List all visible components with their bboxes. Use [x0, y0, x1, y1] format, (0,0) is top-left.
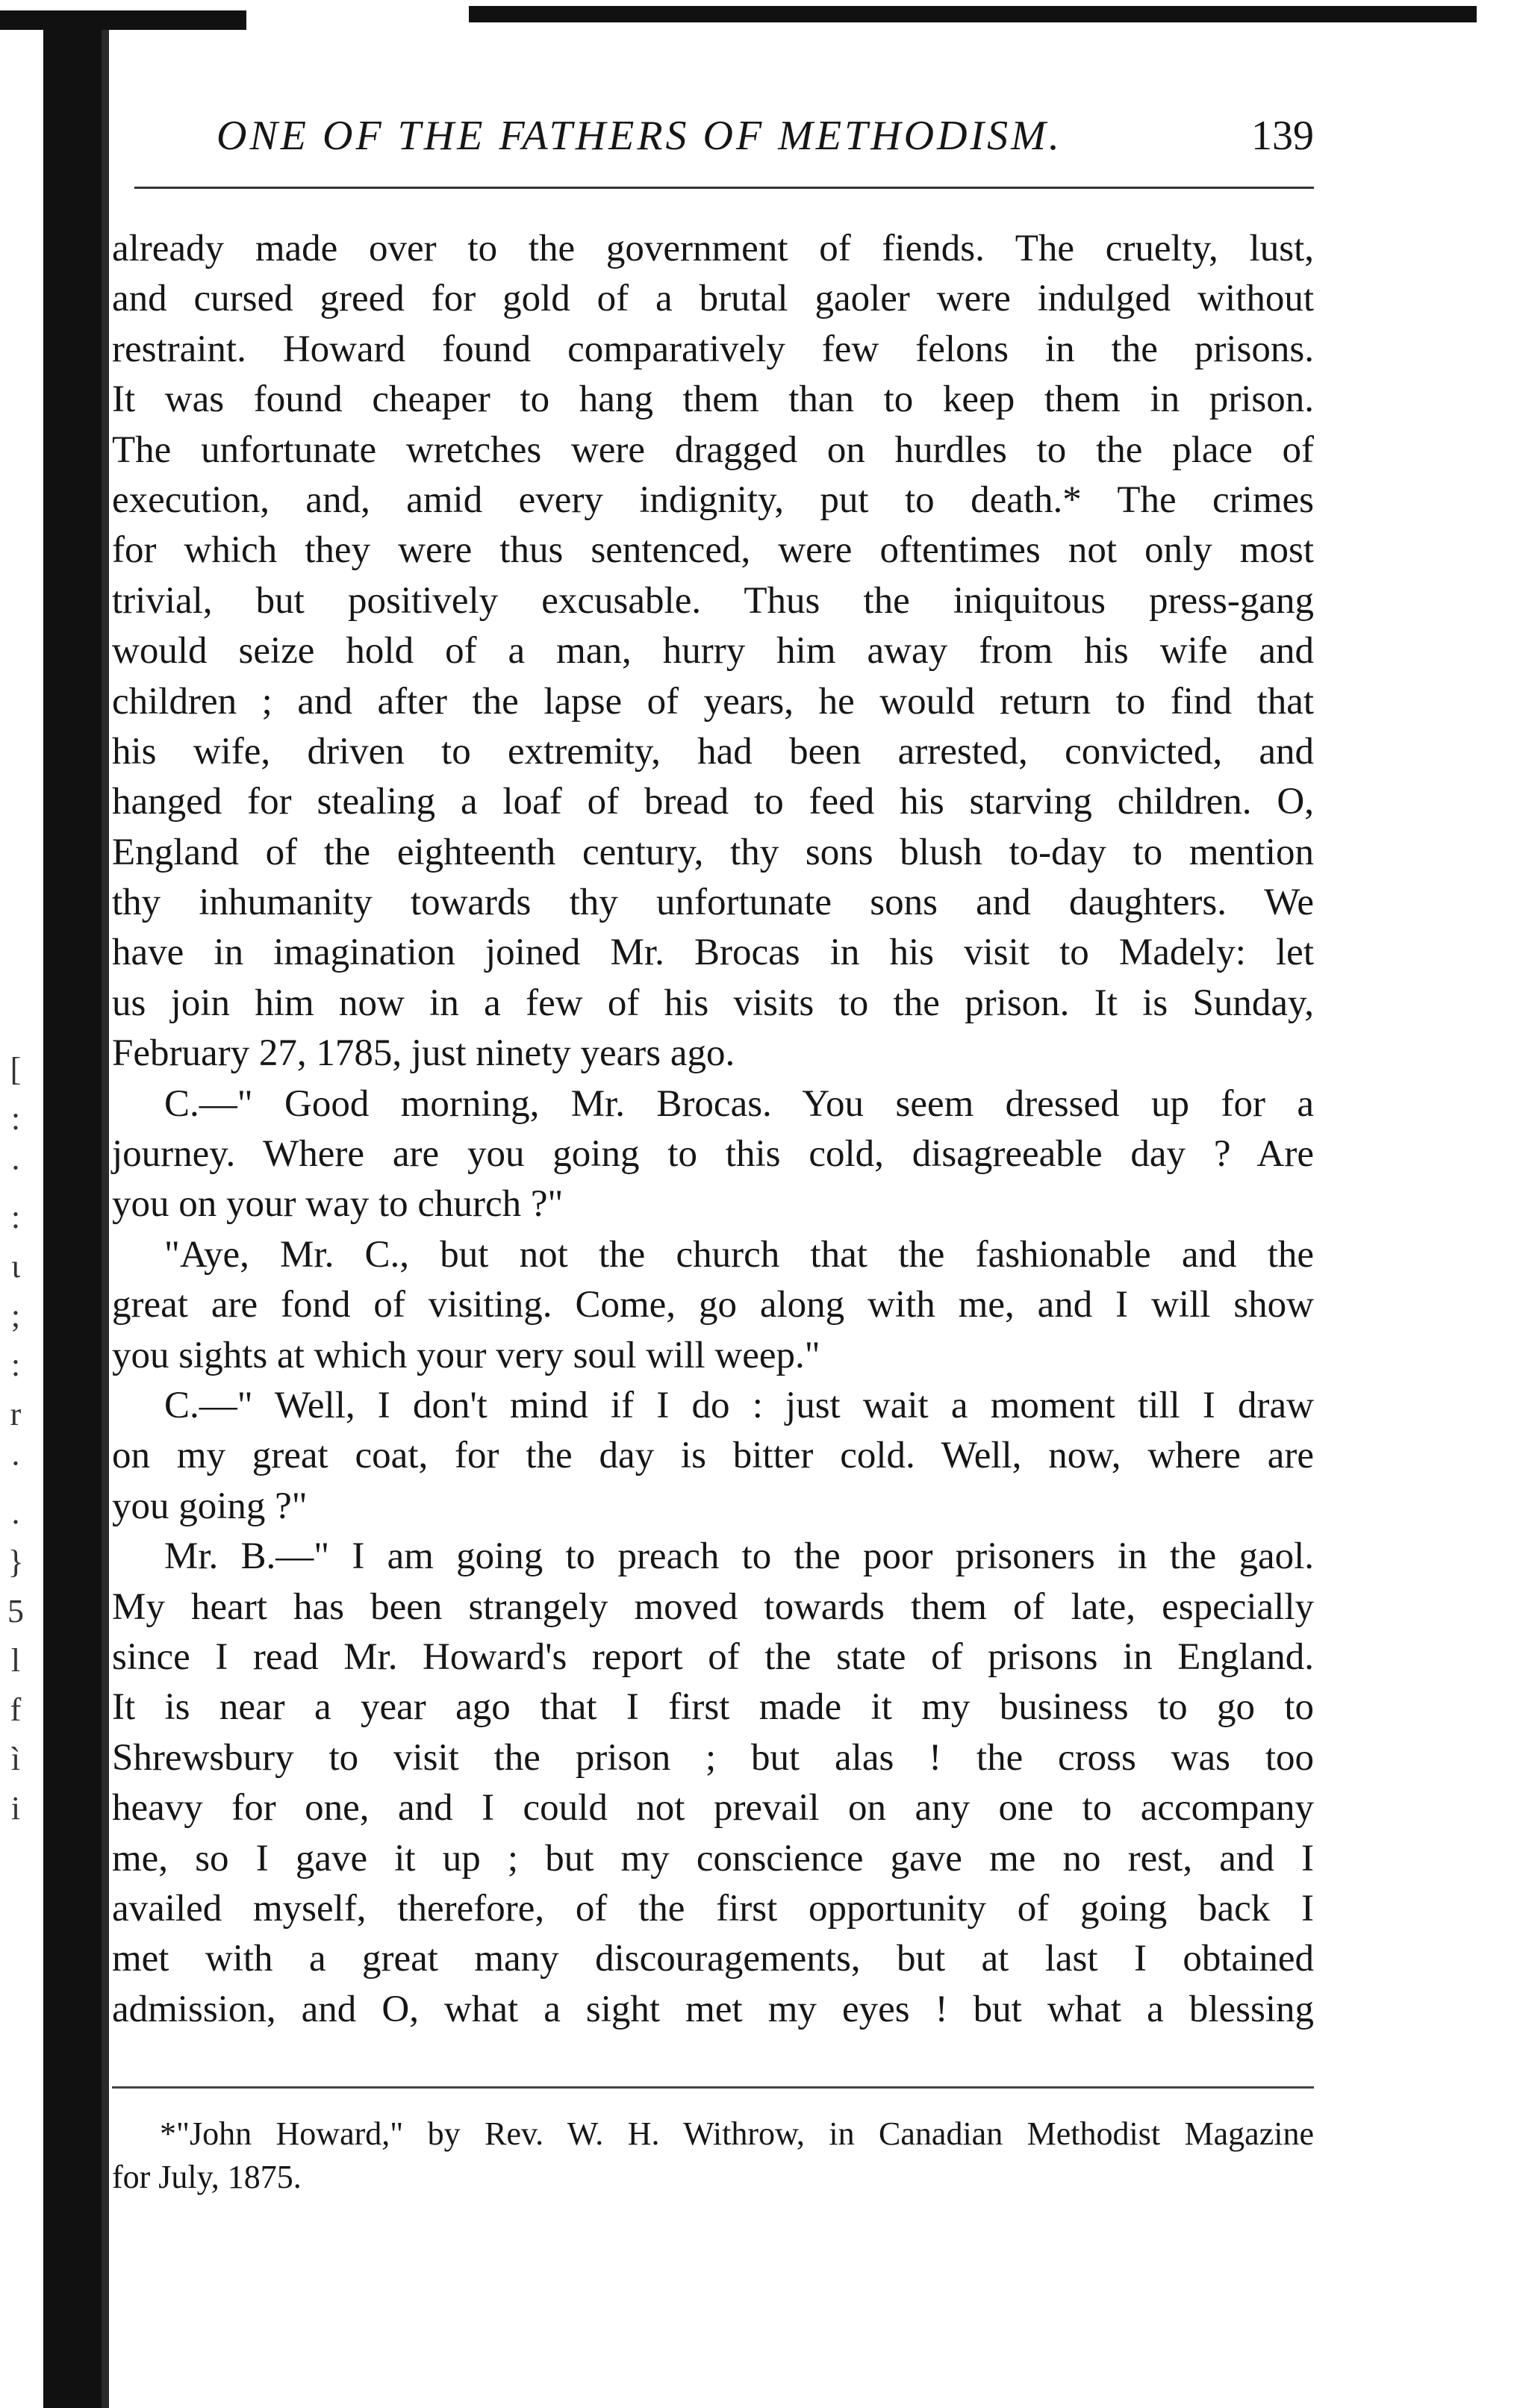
text-line: C.—" Well, I don't mind if I do : just wait a moment till I draw	[164, 1384, 1314, 1426]
text-line: you on your way to church ?"	[112, 1183, 564, 1226]
text-line: Shrewsbury to visit the prison ; but alas ! the cross was too	[112, 1736, 1314, 1779]
text-line: you going ?"	[112, 1485, 308, 1527]
text-line: children ; and after the lapse of years, he would return to find that	[112, 680, 1314, 723]
text-line: thy inhumanity towards thy unfortunate sons and daughters. We	[112, 882, 1314, 924]
text-line: you sights at which your very soul will weep."	[112, 1334, 820, 1376]
margin-mark: ì	[10, 1741, 21, 1777]
text-line: The unfortunate wretches were dragged on hurdles to the place of	[112, 428, 1314, 471]
margin-mark: l	[10, 1642, 21, 1679]
text-line: since I read Mr. Howard's report of the state of prisons in England.	[112, 1635, 1314, 1678]
margin-mark: ·	[10, 1150, 22, 1186]
margin-mark: .	[11, 1494, 20, 1531]
margin-mark: ι	[11, 1248, 20, 1285]
margin-mark: i	[10, 1790, 21, 1827]
book-spine-shadow	[43, 30, 102, 2408]
page-number: 139	[1251, 113, 1314, 159]
text-line: availed myself, therefore, of the first opportunity of going back I	[112, 1887, 1314, 1930]
text-line: C.—" Good morning, Mr. Brocas. You seem dressed up for a	[164, 1082, 1314, 1125]
margin-mark: 5	[7, 1593, 24, 1629]
text-line: It was found cheaper to hang them than to keep them in prison.	[112, 378, 1314, 421]
margin-mark: f	[10, 1691, 22, 1728]
margin-artifacts	[3, 1045, 28, 2239]
text-line: hanged for stealing a loaf of bread to feed his starving children. O,	[112, 781, 1314, 823]
text-line: It is near a year ago that I first made it my business to go to	[112, 1686, 1314, 1729]
scan-border-top-right	[469, 6, 1477, 22]
text-line: met with a great many discouragements, but at last I obtained	[112, 1938, 1314, 1980]
margin-mark: r	[10, 1396, 22, 1432]
margin-mark: ·	[10, 1445, 22, 1482]
margin-mark: :	[10, 1199, 21, 1235]
text-line: already made over to the government of fiends. The cruelty, lust,	[112, 228, 1314, 269]
text-line: great are fond of visiting. Come, go along with me, and I will show	[112, 1284, 1314, 1326]
footnote-rule	[112, 2086, 1314, 2089]
text-line: England of the eighteenth century, thy sons blush to-day to mention	[112, 831, 1314, 873]
text-line: us join him now in a few of his visits to the prison. It is Sunday,	[112, 982, 1314, 1024]
footnote	[112, 2112, 1314, 2199]
text-line: for which they were thus sentenced, were oftentimes not only most	[112, 529, 1314, 572]
page-header	[216, 112, 1314, 172]
margin-mark: :	[10, 1100, 21, 1137]
text-line: February 27, 1785, just ninety years ago.	[112, 1032, 735, 1075]
text-line: and cursed greed for gold of a brutal gaoler were indulged without	[112, 278, 1314, 320]
margin-mark: :	[10, 1347, 21, 1383]
text-line: trivial, but positively excusable. Thus the iniquitous press-gang	[112, 579, 1314, 622]
text-line: me, so I gave it up ; but my conscience gave me no rest, and I	[112, 1837, 1314, 1880]
text-line: execution, and, amid every indignity, put to death.* The crimes	[112, 478, 1314, 521]
text-line: would seize hold of a man, hurry him away from his wife and	[112, 630, 1314, 673]
footnote-line: for July, 1875.	[112, 2159, 302, 2195]
text-line: on my great coat, for the day is bitter cold. Well, now, where are	[112, 1435, 1314, 1477]
margin-mark: ;	[10, 1297, 21, 1334]
margin-mark: [	[10, 1051, 22, 1088]
margin-mark: }	[7, 1544, 24, 1580]
text-line: journey. Where are you going to this cold, disagreeable day ? Are	[112, 1133, 1314, 1176]
footnote-line: *"John Howard," by Rev. W. H. Withrow, in Canadian Methodist Magazine	[160, 2115, 1314, 2152]
text-line: restraint. Howard found comparatively few felons in the prisons.	[112, 328, 1314, 370]
text-line: heavy for one, and I could not prevail on any one to accompany	[112, 1787, 1314, 1830]
text-line: his wife, driven to extremity, had been arrested, convicted, and	[112, 730, 1314, 773]
header-rule	[134, 187, 1314, 189]
text-line: My heart has been strangely moved towards them of late, especially	[112, 1585, 1314, 1628]
text-line: "Aye, Mr. C., but not the church that the fashionable and the	[164, 1233, 1314, 1276]
scan-border-top-left	[0, 10, 246, 30]
running-title: ONE OF THE FATHERS OF METHODISM.	[216, 113, 1062, 159]
text-line: Mr. B.—" I am going to preach to the poor prisoners in the gaol.	[164, 1535, 1314, 1578]
book-spine-edge	[102, 30, 109, 2408]
text-line: admission, and O, what a sight met my eyes ! but what a blessing	[112, 1988, 1314, 2030]
text-line: have in imagination joined Mr. Brocas in his visit to Madely: let	[112, 932, 1314, 974]
body-text	[112, 224, 1314, 2035]
